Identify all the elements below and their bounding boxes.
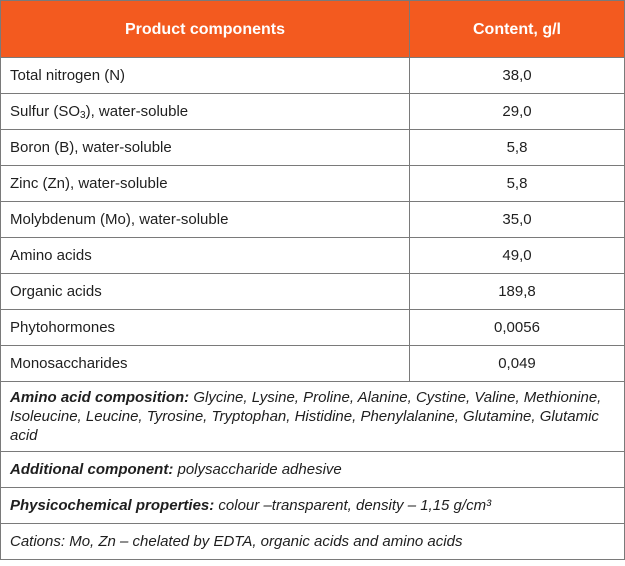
table-row — [1, 274, 625, 310]
component-value: 189,8 — [410, 274, 625, 310]
component-name: Molybdenum (Mo), water-soluble — [1, 202, 410, 238]
header-product-components: Product components — [1, 1, 410, 58]
note-row-additional-component — [1, 452, 625, 488]
table-row — [1, 130, 625, 166]
component-name: Total nitrogen (N) — [1, 58, 410, 94]
component-value: 0,049 — [410, 346, 625, 382]
component-value: 29,0 — [410, 94, 625, 130]
note-cell: Cations: Mo, Zn – chelated by EDTA, organic acids and amino acids — [1, 524, 625, 560]
header-content: Content, g/l — [410, 1, 625, 58]
note-text: Glycine, Lysine, Proline, Alanine, Cystine, Valine, Methionine, Isoleucine, Leucine, Tyrosine, Tryptophan, Histidine, Phenylalanine, Glutamine, Glutamic acid — [10, 389, 602, 444]
component-name-part: ), water-soluble — [85, 103, 189, 120]
note-label: Additional component: — [10, 461, 174, 478]
note-row-physicochemical-properties — [1, 488, 625, 524]
component-value: 5,8 — [410, 130, 625, 166]
note-row-amino-acid-composition — [1, 382, 625, 452]
component-name: Zinc (Zn), water-soluble — [1, 166, 410, 202]
note-cell — [1, 488, 625, 524]
note-text: polysaccharide adhesive — [173, 461, 342, 478]
table-row — [1, 94, 625, 130]
table-row — [1, 58, 625, 94]
component-value: 38,0 — [410, 58, 625, 94]
note-cell — [1, 382, 625, 452]
component-name — [1, 94, 410, 130]
component-name: Amino acids — [1, 238, 410, 274]
table-row — [1, 202, 625, 238]
table-row — [1, 238, 625, 274]
component-name: Phytohormones — [1, 310, 410, 346]
note-label: Physicochemical properties: — [10, 497, 215, 514]
component-value: 49,0 — [410, 238, 625, 274]
component-name: Organic acids — [1, 274, 410, 310]
table-row — [1, 166, 625, 202]
component-value: 5,8 — [410, 166, 625, 202]
note-text: colour –transparent, density – 1,15 g/cm³ — [214, 497, 492, 514]
table-header-row — [1, 1, 625, 58]
note-cell — [1, 452, 625, 488]
component-name-subscript: 3 — [80, 110, 86, 121]
component-name: Boron (B), water-soluble — [1, 130, 410, 166]
component-name: Monosaccharides — [1, 346, 410, 382]
note-label: Amino acid composition: — [10, 389, 190, 406]
component-name-part: Sulfur (SO — [10, 103, 81, 120]
note-row-cations — [1, 524, 625, 560]
component-value: 35,0 — [410, 202, 625, 238]
table-row — [1, 346, 625, 382]
table-row — [1, 310, 625, 346]
component-value: 0,0056 — [410, 310, 625, 346]
